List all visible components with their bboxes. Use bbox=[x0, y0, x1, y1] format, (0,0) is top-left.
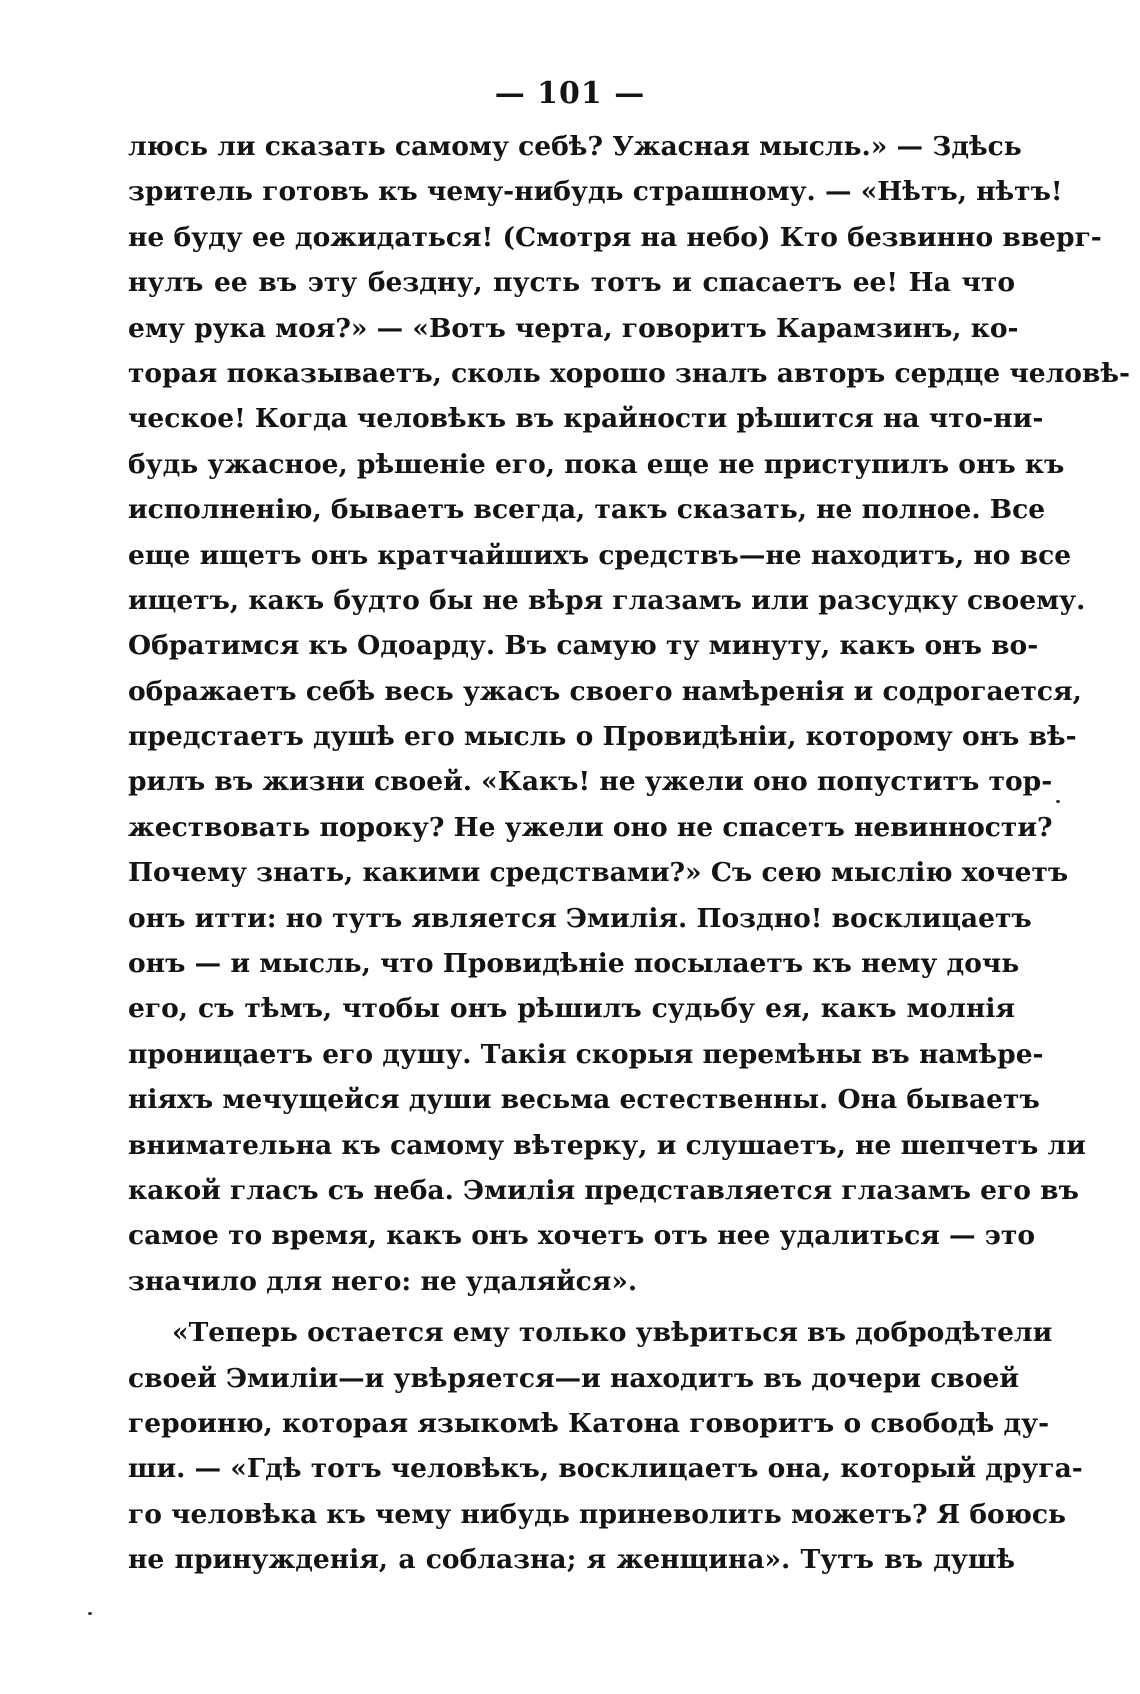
text-line: «Теперь остается ему только увѣриться въ добродѣтели bbox=[172, 1317, 1053, 1349]
text-line: нулъ ее въ эту бездну, пусть тотъ и спасаетъ ее! На что bbox=[128, 267, 1015, 299]
text-line: внимательна къ самому вѣтерку, и слушаетъ, не шепчетъ ли bbox=[128, 1129, 1086, 1161]
text-line: ніяхъ мечущейся души весьма естественны. Она бываетъ bbox=[128, 1084, 1040, 1116]
text-line: какой гласъ съ неба. Эмилія представляется глазамъ его въ bbox=[128, 1174, 1079, 1206]
text-line: еще ищетъ онъ кратчайшихъ средствъ—не находитъ, но все bbox=[128, 539, 1072, 571]
text-line: зритель готовъ къ чему-нибудь страшному. — «Нѣтъ, нѣтъ! bbox=[128, 176, 1063, 208]
text-line: ческое! Когда человѣкъ въ крайности рѣшится на что-ни- bbox=[128, 403, 1044, 435]
text-line: торая показываетъ, сколь хорошо зналъ авторъ сердце человѣ- bbox=[128, 357, 1130, 389]
text-line: своей Эмиліи—и увѣряется—и находитъ въ дочери своей bbox=[128, 1362, 1020, 1394]
text-line: люсь ли сказать самому себѣ? Ужасная мысль.» — Здѣсь bbox=[128, 131, 1022, 162]
text-line: будь ужасное, рѣшеніе его, пока еще не приступилъ онъ къ bbox=[128, 448, 1065, 480]
text-line: исполненію, бываетъ всегда, такъ сказать, не полное. Все bbox=[128, 494, 1046, 526]
scan-speck bbox=[1056, 800, 1060, 803]
text-line: жествовать пороку? Не ужели оно не спасетъ невинности? bbox=[128, 811, 1053, 843]
text-line: не буду ее дожидаться! (Смотря на небо) Кто безвинно вверг- bbox=[128, 221, 1102, 253]
text-line: онъ — и мысль, что Провидѣніе посылаетъ къ нему дочь bbox=[128, 948, 1020, 980]
text-line: го человѣка къ чему нибудь приневолить можетъ? Я боюсь bbox=[128, 1498, 1067, 1530]
text-line: предстаетъ душѣ его мысль о Провидѣніи, которому онъ вѣ- bbox=[128, 721, 1077, 753]
text-line: проницаетъ его душу. Такія скорыя перемѣны въ намѣре- bbox=[128, 1038, 1044, 1070]
text-line: онъ итти: но тутъ является Эмилія. Поздно! восклицаетъ bbox=[128, 902, 1032, 934]
body-text bbox=[128, 124, 1130, 1583]
page-number: — 101 — bbox=[494, 76, 646, 111]
scan-speck bbox=[88, 1612, 92, 1615]
text-line: его, съ тѣмъ, чтобы онъ рѣшилъ судьбу ея, какъ молнія bbox=[128, 993, 1015, 1025]
text-line: ображаетъ себѣ весь ужасъ своего намѣренія и содрогается, bbox=[128, 675, 1082, 707]
text-line: ему рука моя?» — «Вотъ черта, говоритъ Карамзинъ, ко- bbox=[128, 312, 1019, 344]
text-line: самое то время, какъ онъ хочетъ отъ нее удалиться — это bbox=[128, 1220, 1036, 1252]
text-line: ши. — «Гдѣ тотъ человѣкъ, восклицаетъ она, который друга- bbox=[128, 1453, 1083, 1485]
text-line: героиню, которая языкомѣ Катона говоритъ о свободѣ ду- bbox=[128, 1407, 1050, 1439]
text-line: Обратимся къ Одоарду. Въ самую ту минуту, какъ онъ во- bbox=[128, 630, 1039, 662]
text-line: значило для него: не удаляйся». bbox=[128, 1265, 638, 1297]
text-line: ищетъ, какъ будто бы не вѣря глазамъ или разсудку своему. bbox=[128, 584, 1086, 616]
text-line: Почему знать, какими средствами?» Съ сею мыслію хочетъ bbox=[128, 857, 1069, 889]
text-line: не принужденія, а соблазна; я женщина». Тутъ въ душѣ bbox=[128, 1544, 1015, 1576]
text-line: рилъ въ жизни своей. «Какъ! не ужели оно попуститъ тор- bbox=[128, 766, 1053, 798]
